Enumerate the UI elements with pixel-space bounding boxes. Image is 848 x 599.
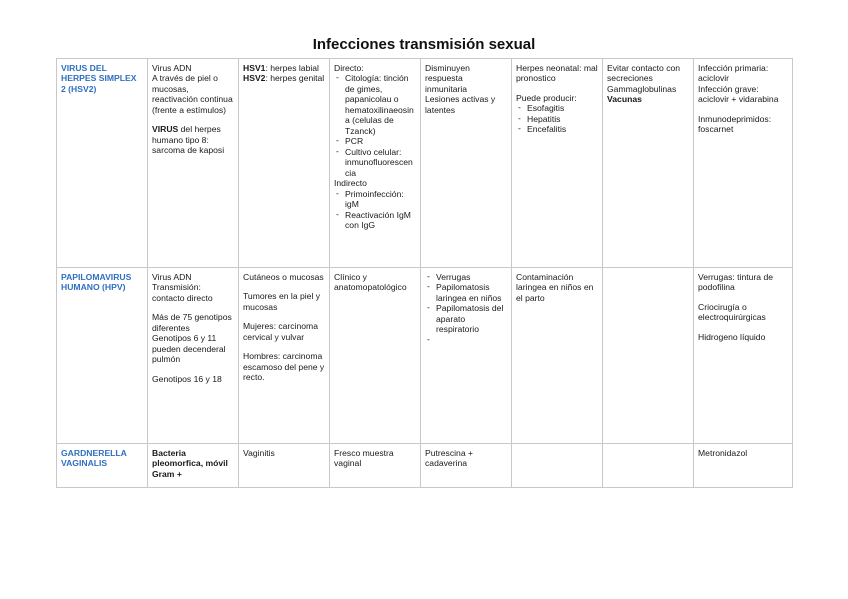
cell-gardnerella-treatment: Metronidazol: [694, 444, 793, 488]
cell-hpv-prevention: [603, 268, 694, 444]
cell-hsv2-prevention: Evitar contacto con secreciones Gammaglobulinas Vacunas: [603, 59, 694, 268]
cell-gardnerella-complications: [512, 444, 603, 488]
table-row: [57, 268, 793, 444]
cell-hpv-types: Cutáneos o mucosas Tumores en la piel y mucosas Mujeres: carcinoma cervical y vulvar Hombres: carcinoma escamoso del pene y recto.: [239, 268, 330, 444]
cell-hsv2-types: HSV1: herpes labial HSV2: herpes genital: [239, 59, 330, 268]
list-item: - Verrugas: [425, 272, 507, 282]
cell-hsv2-treatment: Infección primaria: aciclovir Infección grave: aciclovir + vidarabina Inmunodeprimidos: foscarnet: [694, 59, 793, 268]
list-item: - Papilomatosis laringea en niños: [425, 282, 507, 303]
cell-hpv-agent: Virus ADN Transmisión: contacto directo Más de 75 genotipos diferentes Genotipos 6 y 11 pueden decenderal pulmón Genotipos 16 y 18: [148, 268, 239, 444]
table-row: [57, 59, 793, 268]
list-item: - Cultivo celular: inmunofluorescencia: [334, 147, 416, 178]
row-header-hpv: PAPILOMAVIRUS HUMANO (HPV): [57, 268, 148, 444]
cell-gardnerella-agent: Bacteria pleomorfica, móvil Gram +: [148, 444, 239, 488]
cell-gardnerella-diagnosis: Fresco muestra vaginal: [330, 444, 421, 488]
cell-gardnerella-clinical: Putrescina + cadaverina: [421, 444, 512, 488]
list-item: - Encefalitis: [516, 124, 598, 134]
cell-hpv-diagnosis: Clínico y anatomopatológico: [330, 268, 421, 444]
list-item: - PCR: [334, 136, 416, 146]
sti-table: [56, 58, 793, 488]
list-item: - Hepatitis: [516, 114, 598, 124]
table-row: [57, 444, 793, 488]
cell-hpv-complications: Contaminación laringea en niños en el parto: [512, 268, 603, 444]
list-item: - Primoinfección: igM: [334, 189, 416, 210]
cell-gardnerella-types: Vaginitis: [239, 444, 330, 488]
row-header-hsv2: VIRUS DEL HERPES SIMPLEX 2 (HSV2): [57, 59, 148, 268]
row-header-gardnerella: GARDNERELLA VAGINALIS: [57, 444, 148, 488]
page-title: Infecciones transmisión sexual: [312, 36, 536, 53]
cell-hsv2-immunity: Disminuyen respuesta inmunitaria Lesiones activas y latentes: [421, 59, 512, 268]
list-item: - Esofagitis: [516, 103, 598, 113]
cell-hpv-clinical: [421, 268, 512, 444]
cell-hsv2-diagnosis: Directo: - Citología: tinción de gimes, papanicolau o hematoxilinaeosina (celulas de Tzanck) - PCR - Cultivo celular: inmunofluorescencia Indirecto - Primoinfección: igM - Reactivación IgM con IgG: [330, 59, 421, 268]
list-item: - Citología: tinción de gimes, papanicolau o hematoxilinaeosina (celulas de Tzanck): [334, 73, 416, 136]
cell-gardnerella-prevention: [603, 444, 694, 488]
cell-hsv2-agent: Virus ADN A través de piel o mucosas, reactivación continua (frente a estímulos) VIRUS del herpes humano tipo 8: sarcoma de kaposi: [148, 59, 239, 268]
cell-hsv2-complications: Herpes neonatal: mal pronostico Puede producir: - Esofagitis - Hepatitis - Encefalitis: [512, 59, 603, 268]
cell-hpv-treatment: Verrugas: tintura de podofilina Criocirugía o electroquirúrgicas Hidrogeno líquido: [694, 268, 793, 444]
list-item: - Papilomatosis del aparato respiratorio: [425, 303, 507, 334]
list-item: - Reactivación IgM con IgG: [334, 210, 416, 231]
